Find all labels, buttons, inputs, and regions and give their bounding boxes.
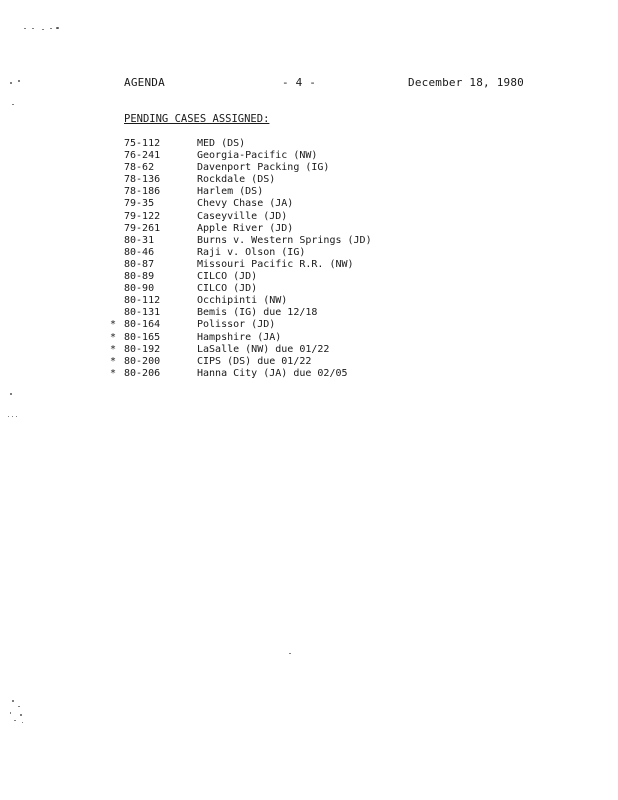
case-description: Occhipinti (NW) xyxy=(197,295,288,307)
new-case-asterisk: * xyxy=(110,355,117,367)
case-number: 80-131 xyxy=(124,307,161,319)
case-description: Apple River (JD) xyxy=(197,222,294,234)
case-description: Burns v. Western Springs (JD) xyxy=(197,234,372,246)
new-case-asterisk: * xyxy=(110,367,117,379)
case-description: Georgia-Pacific (NW) xyxy=(197,150,318,162)
case-number: 80-192 xyxy=(124,343,161,355)
case-number: 75-112 xyxy=(124,138,161,149)
section-title: PENDING CASES ASSIGNED: xyxy=(124,113,270,125)
scan-speck xyxy=(42,29,44,30)
case-number: 79-261 xyxy=(124,222,161,234)
header-agenda-label: AGENDA xyxy=(124,76,165,89)
case-number: 80-87 xyxy=(124,258,155,270)
case-number: 79-122 xyxy=(124,210,161,222)
case-number: 78-186 xyxy=(124,186,161,198)
case-description: Caseyville (JD) xyxy=(197,210,288,222)
case-number: 80-46 xyxy=(124,246,155,258)
header-date: December 18, 1980 xyxy=(408,76,524,89)
scan-speck xyxy=(14,720,16,721)
new-case-asterisk: * xyxy=(110,343,117,355)
case-number: 80-112 xyxy=(124,295,161,307)
scan-speck xyxy=(50,28,52,29)
case-number: 78-62 xyxy=(124,162,155,174)
new-case-asterisk: * xyxy=(110,319,117,331)
scan-speck xyxy=(10,393,12,395)
scan-speck xyxy=(18,80,20,82)
case-description: Rockdale (DS) xyxy=(197,174,276,186)
case-description: LaSalle (NW) due 01/22 xyxy=(197,343,330,355)
case-number: 80-31 xyxy=(124,234,155,246)
case-description: Chevy Chase (JA) xyxy=(197,198,294,210)
scan-speck xyxy=(22,722,23,723)
case-number: 80-164 xyxy=(124,319,161,331)
case-number: 78-136 xyxy=(124,174,161,186)
case-number: 80-89 xyxy=(124,271,155,283)
case-number: 80-90 xyxy=(124,283,155,295)
scan-speck xyxy=(12,416,13,417)
case-description: Harlem (DS) xyxy=(197,186,264,198)
case-description: Polissor (JD) xyxy=(197,319,276,331)
scan-speck xyxy=(18,706,20,707)
header-page-number: - 4 - xyxy=(282,76,317,89)
scan-speck xyxy=(20,714,22,716)
scan-speck xyxy=(12,104,14,105)
scan-speck xyxy=(16,416,17,417)
case-description: Raji v. Olson (IG) xyxy=(197,246,306,258)
scan-speck xyxy=(12,700,14,702)
scan-speck xyxy=(8,416,9,417)
case-number: 80-165 xyxy=(124,331,161,343)
case-description: CIPS (DS) due 01/22 xyxy=(197,355,312,367)
scan-speck xyxy=(24,28,26,29)
case-number: 79-35 xyxy=(124,198,155,210)
scan-speck xyxy=(289,653,291,654)
case-description: Missouri Pacific R.R. (NW) xyxy=(197,258,354,270)
scan-speck xyxy=(10,82,12,84)
scan-speck xyxy=(10,712,11,714)
case-description: Davenport Packing (IG) xyxy=(197,162,330,174)
case-number: 80-206 xyxy=(124,367,161,379)
case-description: Bemis (IG) due 12/18 xyxy=(197,307,318,319)
case-description: Hanna City (JA) due 02/05 xyxy=(197,367,348,379)
scan-speck xyxy=(56,27,59,29)
case-description: Hampshire (JA) xyxy=(197,331,282,343)
new-case-asterisk: * xyxy=(110,331,117,343)
case-number: 80-200 xyxy=(124,355,161,367)
case-description: CILCO (JD) xyxy=(197,283,258,295)
case-description: MED (DS) xyxy=(197,138,246,149)
case-description: CILCO (JD) xyxy=(197,271,258,283)
scan-speck xyxy=(32,28,34,29)
case-number: 76-241 xyxy=(124,150,161,162)
